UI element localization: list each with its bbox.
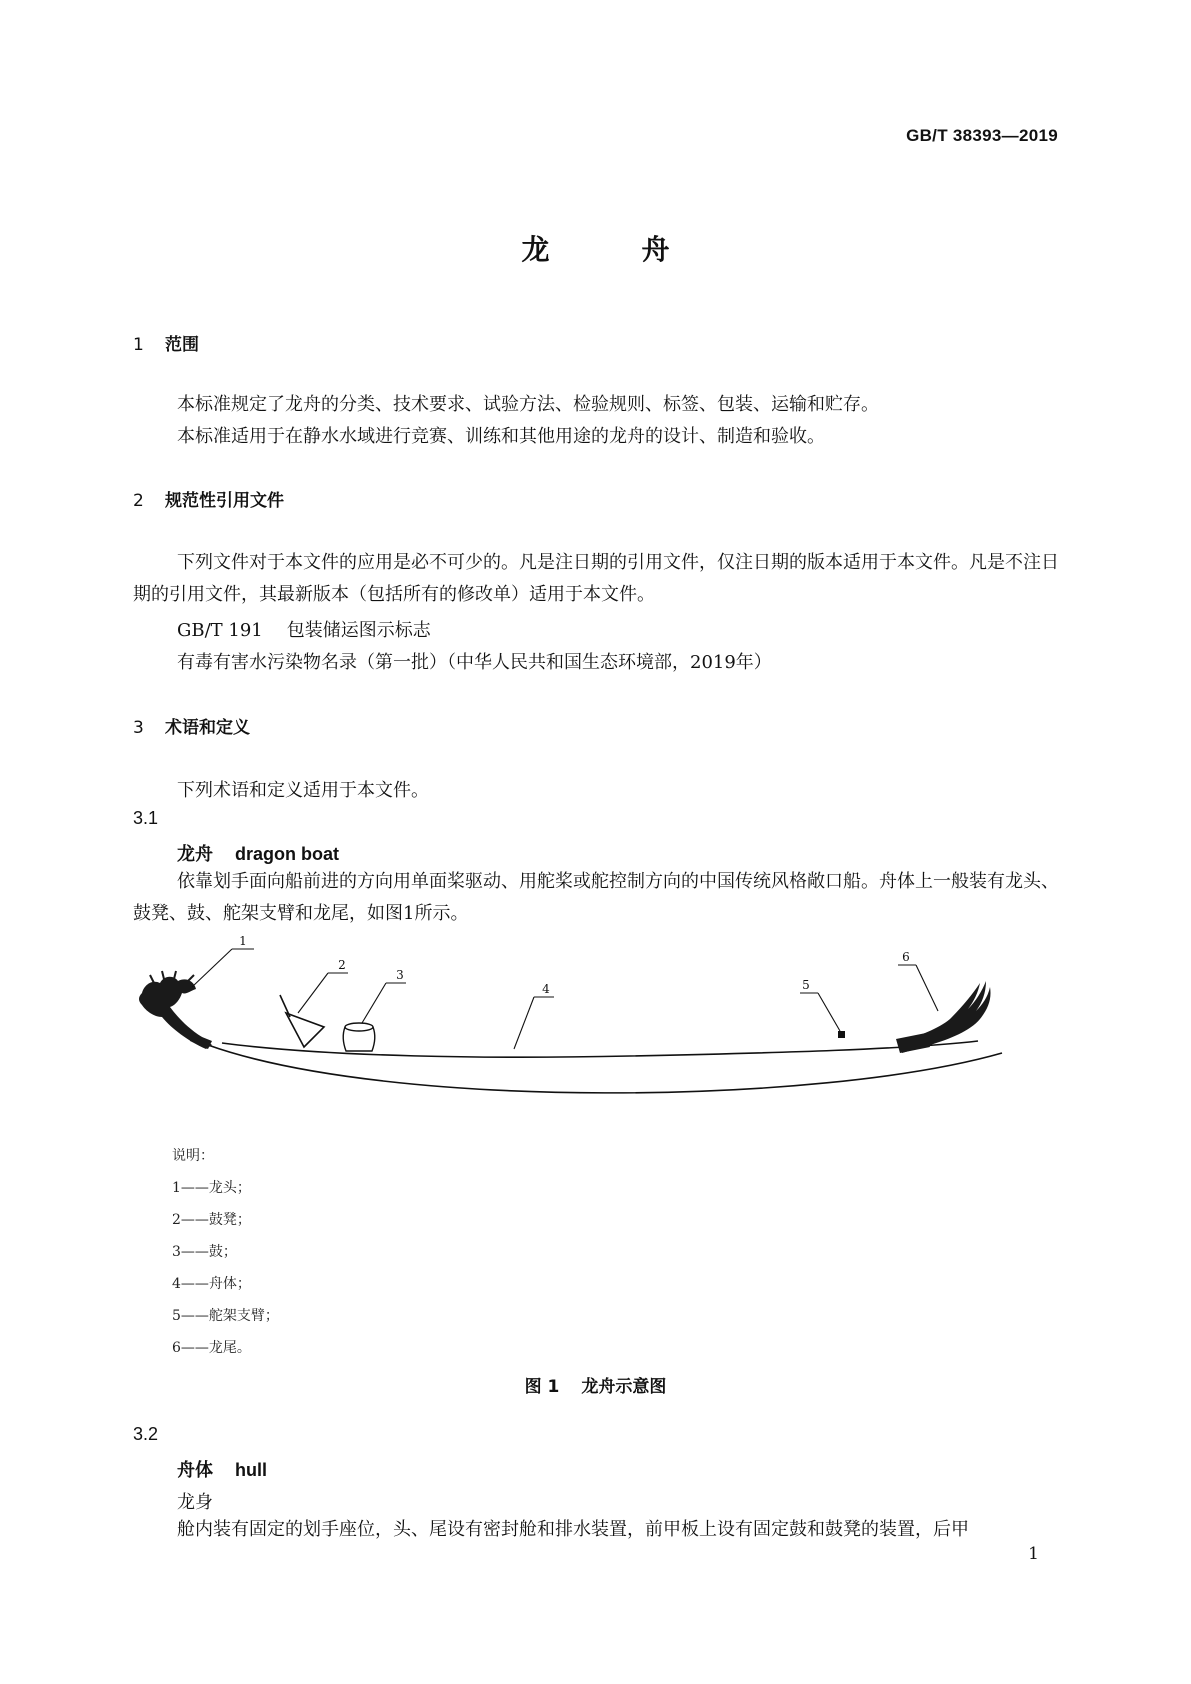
term-heading (177, 840, 339, 866)
term-synonym: 龙身 (177, 1492, 213, 1513)
callout-4: 4 (542, 982, 550, 996)
callout-2: 2 (338, 958, 346, 972)
term-definition: 依靠划手面向船前进的方向用单面桨驱动、用舵桨或舵控制方向的中国传统风格敞口船。舟体上一般装有龙头、鼓凳、鼓、舵架支臂和龙尾，如图1所示。 (133, 871, 1059, 924)
reference-item: 有毒有害水污染物名录（第一批）（中华人民共和国生态环境部，2019年） (177, 652, 772, 673)
section-3-heading (133, 713, 250, 738)
legend-item: 4——舟体； (172, 1276, 251, 1292)
legend-item: 5——舵架支臂； (172, 1308, 279, 1324)
term-en: dragon boat (235, 844, 339, 864)
dragon-tail-icon (896, 981, 991, 1053)
reference-code: GB/T 191 (177, 620, 263, 641)
standard-number: GB/T 38393—2019 (906, 126, 1058, 145)
legend-title: 说明： (172, 1148, 214, 1164)
dragon-head-icon (139, 971, 212, 1049)
clause-number: 3.1 (133, 808, 159, 828)
callout-5: 5 (802, 978, 810, 992)
caption-text: 龙舟示意图 (581, 1377, 667, 1397)
figure-caption (0, 1372, 1191, 1397)
rudder-arm-mount-icon (838, 1031, 845, 1038)
page-number: 1 (1028, 1544, 1039, 1564)
clause-number: 3.2 (133, 1424, 159, 1444)
term-zh: 龙舟 (177, 844, 213, 865)
section-number: 1 (133, 335, 144, 355)
figure-legend (172, 1140, 279, 1364)
paragraph: 下列文件对于本文件的应用是必不可少的。凡是注日期的引用文件，仅注日期的版本适用于本文件。凡是不注日期的引用文件，其最新版本（包括所有的修改单）适用于本文件。 (133, 552, 1059, 605)
legend-item: 1——龙头； (172, 1180, 251, 1196)
legend-item: 6——龙尾。 (172, 1340, 251, 1356)
term-definition: 舱内装有固定的划手座位，头、尾设有密封舱和排水装置，前甲板上设有固定鼓和鼓凳的装置，后甲 (177, 1519, 969, 1540)
section-1-heading (133, 330, 199, 355)
paragraph: 下列术语和定义适用于本文件。 (177, 780, 429, 801)
drum-stool-icon (280, 995, 324, 1047)
section-title: 术语和定义 (165, 718, 250, 738)
term-heading (177, 1456, 267, 1482)
section-title: 规范性引用文件 (165, 491, 284, 511)
section-2-heading (133, 486, 284, 511)
reference-item (177, 616, 431, 642)
section-title: 范围 (165, 335, 199, 355)
callout-6: 6 (902, 950, 910, 964)
term-en: hull (235, 1460, 267, 1480)
paragraph: 本标准适用于在静水水域进行竞赛、训练和其他用途的龙舟的设计、制造和验收。 (177, 426, 825, 447)
caption-label: 图 1 (524, 1377, 560, 1397)
reference-name: 包装储运图示标志 (286, 620, 431, 641)
section-number: 2 (133, 491, 144, 511)
callout-3: 3 (396, 968, 404, 982)
legend-item: 3——鼓； (172, 1244, 237, 1260)
legend-item: 2——鼓凳； (172, 1212, 251, 1228)
term-zh: 舟体 (177, 1460, 213, 1481)
drum-icon (343, 1023, 375, 1051)
hull-gunwale (222, 1041, 978, 1057)
document-title: 龙舟 (521, 233, 762, 266)
section-number: 3 (133, 718, 144, 738)
dragon-boat-figure (130, 935, 1060, 1115)
callout-1: 1 (239, 935, 247, 948)
paragraph: 本标准规定了龙舟的分类、技术要求、试验方法、检验规则、标签、包装、运输和贮存。 (177, 394, 879, 415)
